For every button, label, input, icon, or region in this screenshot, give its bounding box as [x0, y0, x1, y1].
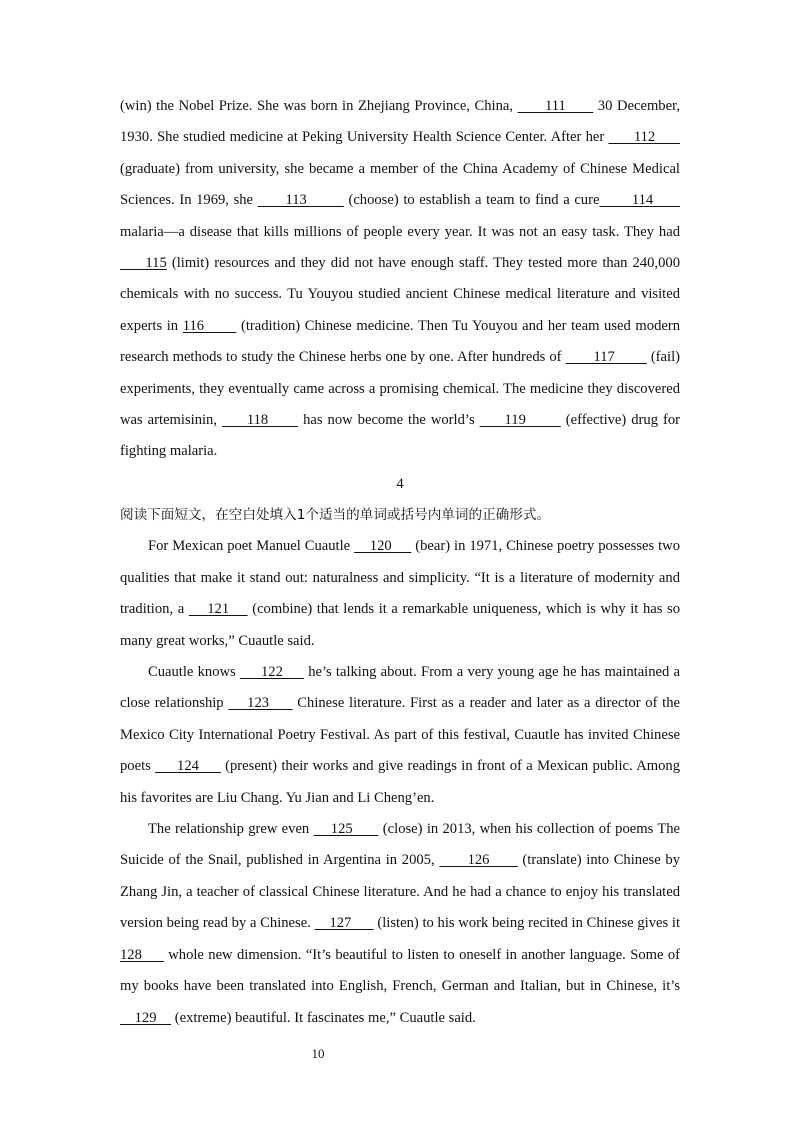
- instruction-text: 阅读下面短文，在空白处填入1个适当的单词或括号内单词的正确形式。: [120, 507, 551, 523]
- page-number: 10: [311, 1046, 325, 1061]
- paragraph: [120, 814, 680, 1034]
- answer-blank[interactable]: 129: [120, 1009, 172, 1026]
- text-run: Chinese literature. First as a reader and later as a director of the Mexico City International Poetry Festival. As part of this festival, Cuautle has invited Chinese poets: [120, 695, 680, 775]
- text-run: he’s talking about. From a very young age he has maintained a close relationship: [120, 664, 680, 712]
- answer-blank[interactable]: 120: [354, 538, 412, 555]
- text-run: The relationship grew even: [148, 821, 314, 838]
- answer-blank[interactable]: 117: [565, 349, 647, 366]
- text-run: (win) the Nobel Prize. She was born in Zhejiang Province, China,: [120, 98, 518, 114]
- text-run: malaria—a disease that kills millions of people every year. It was not an easy task. They had: [120, 223, 680, 240]
- text-run: For Mexican poet Manuel Cuautle: [148, 538, 355, 555]
- answer-blank[interactable]: 113: [257, 192, 344, 209]
- text-run: (bear) in 1971, Chinese poetry possesses two qualities that make it stand out: naturalness and simplicity. “It is a literature of modernity and tradition, a: [120, 538, 680, 618]
- answer-blank[interactable]: 125: [313, 821, 379, 838]
- answer-blank[interactable]: 127: [314, 915, 374, 932]
- answer-blank[interactable]: 128: [120, 946, 164, 963]
- answer-blank[interactable]: 121: [188, 601, 248, 618]
- answer-blank[interactable]: 114: [599, 192, 680, 209]
- text-run: (translate) into Chinese by Zhang Jin, a teacher of classical Chinese literature. And he had a chance to enjoy his translated version being read by a Chinese.: [120, 852, 681, 932]
- answer-blank[interactable]: 126: [439, 852, 518, 869]
- text-run: (extreme) beautiful. It fascinates me,” Cuautle said.: [171, 1009, 476, 1026]
- passage-cuautle: [120, 500, 680, 1034]
- text-run: (combine) that lends it a remarkable uniqueness, which is why it has so many great works,” Cuautle said.: [120, 601, 680, 649]
- answer-blank[interactable]: 119: [479, 412, 561, 429]
- passage-tu-youyou: [120, 91, 680, 468]
- text-run: (tradition) Chinese medicine. Then Tu Youyou and her team used modern research methods to study the Chinese herbs one by one. After hundreds of: [120, 317, 681, 366]
- text-run: 30 December, 1930. She studied medicine at Peking University Health Science Center. After her: [120, 98, 680, 146]
- section-number: 4: [396, 476, 404, 492]
- paragraph: [120, 531, 680, 657]
- answer-blank[interactable]: 124: [155, 758, 221, 775]
- text-run: has now become the world’s: [298, 412, 480, 429]
- answer-blank[interactable]: 123: [228, 695, 293, 712]
- paragraph: [120, 657, 680, 814]
- text-run: (graduate) from university, she became a member of the China Academy of Chinese Medical Sciences. In 1969, she: [120, 160, 680, 209]
- text-run: Cuautle knows: [148, 664, 240, 681]
- text-run: (limit) resources and they did not have enough staff. They tested more than 240,000 chemicals with no success. Tu Youyou studied ancient Chinese medical literature and visited experts in: [120, 255, 680, 334]
- answer-blank[interactable]: 122: [239, 664, 304, 681]
- text-run: (present) their works and give readings in front of a Mexican public. Among his favorites are Liu Chang. Yu Jian and Li Cheng’en.: [120, 758, 681, 806]
- answer-blank[interactable]: 115: [120, 255, 167, 272]
- text-run: (listen) to his work being recited in Chinese gives it: [373, 915, 680, 932]
- text-run: (fail) experiments, they eventually came across a promising chemical. The medicine they discovered was artemisinin,: [120, 349, 680, 429]
- text-run: (close) in 2013, when his collection of poems The Suicide of the Snail, published in Argentina in 2005,: [120, 821, 681, 869]
- text-run: (effective) drug for fighting malaria.: [120, 412, 680, 460]
- answer-blank[interactable]: 111: [517, 98, 594, 114]
- answer-blank[interactable]: 112: [608, 129, 680, 146]
- text-run: whole new dimension. “It’s beautiful to listen to oneself in another language. Some of my books have been translated into English, French, German and Italian, but in Chinese, it’s: [120, 946, 680, 995]
- text-run: (choose) to establish a team to find a cure: [343, 192, 600, 209]
- answer-blank[interactable]: 116: [182, 317, 237, 334]
- answer-blank[interactable]: 118: [221, 412, 299, 429]
